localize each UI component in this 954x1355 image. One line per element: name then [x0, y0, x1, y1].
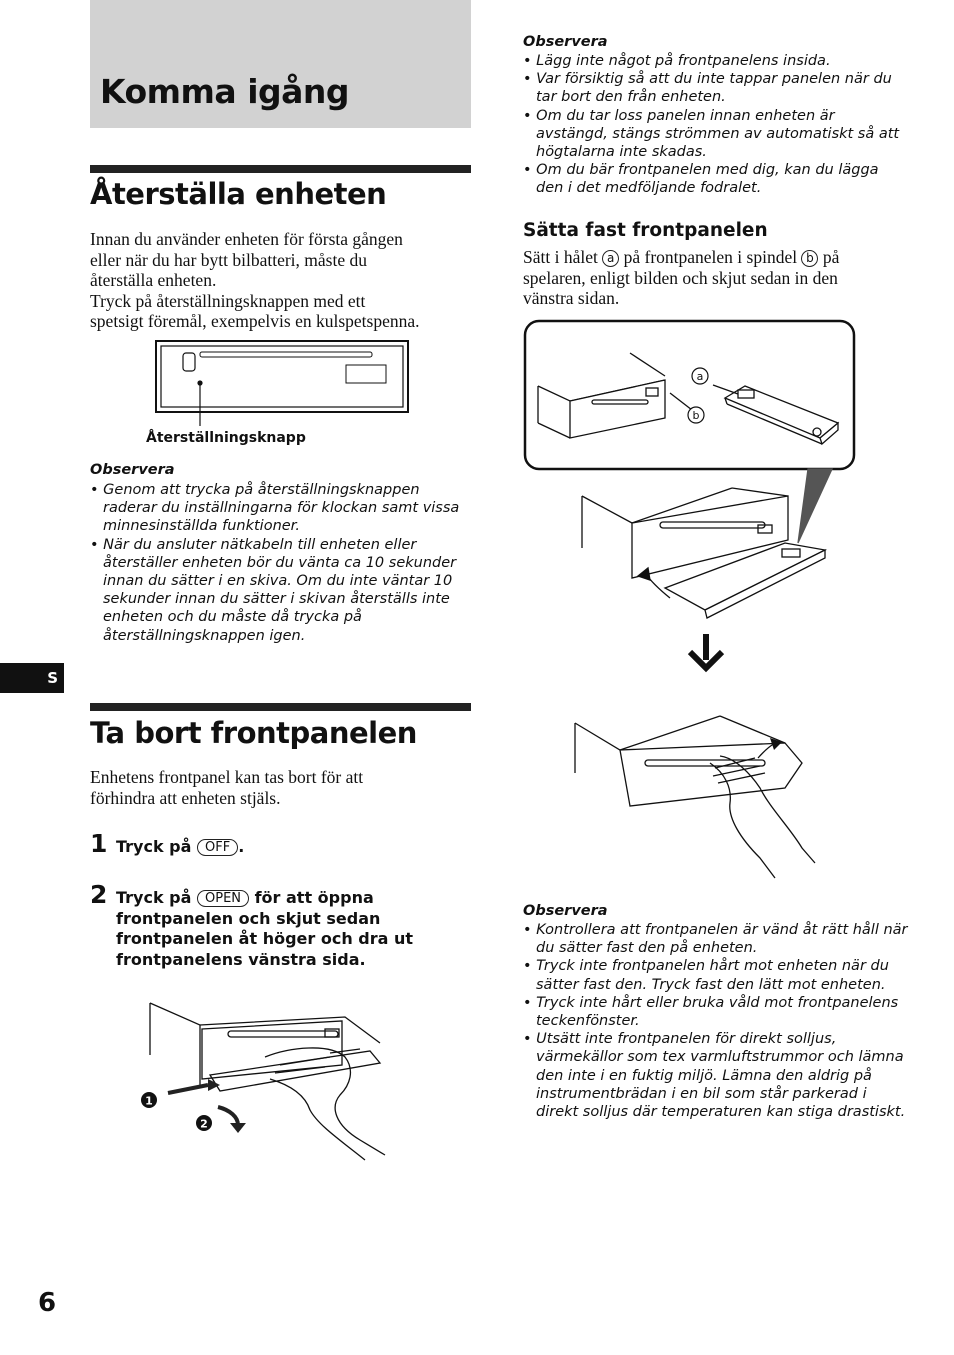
- reset-unit-illustration: [150, 338, 415, 430]
- note-text: Utsätt inte frontpanelen för direkt solljus, värmekällor som tex varmluftstrummor och lämna den inte i en fuktig miljö. Lämna den aldrig på instrumentbrädan i en bil som står parkerad i direkt solljus där temperaturen kan stiga drastiskt.: [536, 1031, 906, 1121]
- list-item: • Kontrollera att frontpanelen är vänd åt rätt håll när du sätter fast den på enheten.: [523, 922, 908, 957]
- note-text: Tryck inte frontpanelen hårt mot enheten när du sätter fast den. Tryck fast den lätt mot enheten.: [536, 958, 889, 993]
- attach-text: på frontpanelen i spindel: [623, 247, 798, 267]
- off-key: OFF: [197, 839, 238, 856]
- callout-2: 2: [200, 1117, 208, 1131]
- list-item: • Om du tar loss panelen innan enheten är avstängd, stängs strömmen av automatiskt så att högtalarna inte skadas.: [523, 107, 900, 161]
- attach-body: [523, 247, 913, 309]
- list-item: • Genom att trycka på återställningsknappen raderar du inställningarna för klockan samt vissa minnesinställda funktioner.: [90, 482, 460, 535]
- language-tab-label: S: [47, 669, 58, 687]
- reset-body-line: spetsigt föremål, exempelvis en kulspetspenna.: [90, 311, 420, 332]
- list-item: • Tryck inte frontpanelen hårt mot enheten när du sätter fast den. Tryck fast den lätt mot enheten.: [523, 958, 889, 993]
- section-title-attach: Sätta fast frontpanelen: [523, 220, 768, 241]
- step-2-text: [116, 888, 476, 970]
- spindle-marker: b: [801, 250, 818, 267]
- language-tab: [0, 663, 64, 693]
- step-text: frontpanelens vänstra sida.: [116, 949, 366, 969]
- notes-heading: Observera: [90, 462, 175, 478]
- step-text: .: [238, 837, 245, 856]
- remove-body: [90, 767, 475, 808]
- note-text: Lägg inte något på frontpanelens insida.: [536, 53, 831, 69]
- step-number: 1: [90, 829, 108, 858]
- section-title-remove: Ta bort frontpanelen: [90, 716, 417, 750]
- step-number: 2: [90, 880, 108, 909]
- top-notes-list: [523, 52, 908, 198]
- reset-body-line: Innan du använder enheten för första gången: [90, 229, 403, 249]
- chapter-title: Komma igång: [100, 72, 350, 111]
- note-text: Tryck inte hårt eller bruka våld mot frontpanelens teckenfönster.: [536, 994, 899, 1030]
- remove-body-line: Enhetens frontpanel kan tas bort för att: [90, 767, 364, 787]
- list-item: • Om du bär frontpanelen med dig, kan du lägga den i det medföljande fodralet.: [523, 162, 879, 197]
- note-text: När du ansluter nätkabeln till enheten eller återställer enheten bör du vänta ca 10 sekunder innan du sätter i en skiva. Om du inte väntar 10 sekunder innan du sätter i skivan återställs inte enheten och du måste då trycka på återställningsknappen igen.: [103, 536, 457, 644]
- list-item: • Tryck inte hårt eller bruka våld mot frontpanelens teckenfönster.: [523, 994, 899, 1030]
- remove-panel-illustration: [130, 995, 400, 1165]
- note-text: Genom att trycka på återställningsknappen raderar du inställningarna för klockan samt vissa minnesinställda funktioner.: [103, 482, 460, 535]
- callout-a: a: [696, 370, 704, 383]
- list-item: • Utsätt inte frontpanelen för direkt solljus, värmekällor som tex varmluftstrummor och lämna den inte i en fuktig miljö. Lämna den aldrig på instrumentbrädan i en bil som står parkerad i direkt solljus där temperaturen kan stiga drastiskt.: [523, 1031, 906, 1121]
- callout-1: 1: [145, 1094, 153, 1108]
- notes-heading: Observera: [523, 34, 608, 50]
- attach-text: spelaren, enligt bilden och skjut sedan in den: [523, 267, 838, 288]
- page-number: 6: [38, 1288, 57, 1318]
- list-item: • Var försiktig så att du inte tappar panelen när du tar bort den från enheten.: [523, 71, 892, 106]
- attach-text: Sätt i hålet: [523, 247, 598, 267]
- attach-text: vänstra sidan.: [523, 288, 620, 309]
- list-item: • När du ansluter nätkabeln till enheten eller återställer enheten bör du vänta ca 10 sekunder innan du sätter i en skiva. Om du inte väntar 10 sekunder innan du sätter i skivan återställs inte enheten och du måste då trycka på återställningsknappen igen.: [90, 536, 457, 644]
- callout-b: b: [692, 409, 700, 422]
- remove-body-line: förhindra att enheten stjäls.: [90, 787, 281, 808]
- reset-button-label: Återställningsknapp: [146, 430, 306, 446]
- open-key: OPEN: [197, 890, 249, 907]
- step-1-text: [116, 837, 244, 858]
- note-text: Om du bär frontpanelen med dig, kan du lägga den i det medföljande fodralet.: [536, 162, 879, 197]
- bottom-notes-list: [523, 921, 908, 1121]
- attach-panel-illustration: [520, 318, 860, 898]
- note-text: Kontrollera att frontpanelen är vänd åt rätt håll när du sätter fast den på enheten.: [536, 922, 908, 957]
- reset-body-line: återställa enheten.: [90, 270, 217, 291]
- step-text: Tryck på: [116, 837, 192, 856]
- note-text: Om du tar loss panelen innan enheten är avstängd, stängs strömmen av automatiskt så att högtalarna inte skadas.: [536, 107, 900, 161]
- step-text: för att öppna: [254, 888, 374, 907]
- section-rule: [90, 165, 471, 173]
- step-text: frontpanelen och skjut sedan: [116, 908, 381, 928]
- step-text: frontpanelen åt höger och dra ut: [116, 929, 414, 948]
- reset-body-line: eller när du har bytt bilbatteri, måste du: [90, 249, 367, 270]
- section-title-reset: Återställa enheten: [90, 177, 387, 211]
- reset-notes-list: [90, 481, 475, 645]
- hole-marker: a: [602, 250, 619, 267]
- attach-text: på: [822, 247, 840, 267]
- reset-body: [90, 229, 475, 332]
- reset-body-line: Tryck på återställningsknappen med ett: [90, 290, 366, 311]
- list-item: • Lägg inte något på frontpanelens insida.: [523, 53, 831, 69]
- notes-heading: Observera: [523, 903, 608, 919]
- step-text: Tryck på: [116, 888, 192, 907]
- section-rule: [90, 703, 471, 711]
- note-text: Var försiktig så att du inte tappar panelen när du tar bort den från enheten.: [536, 71, 892, 106]
